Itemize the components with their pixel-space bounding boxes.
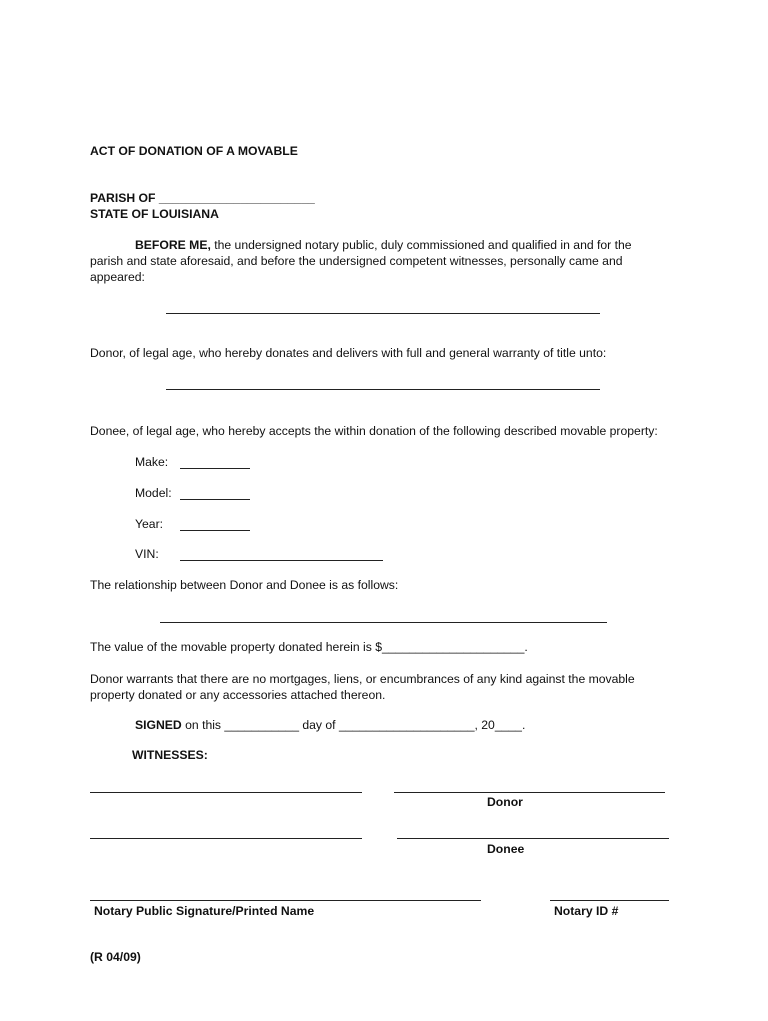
- intro-text: the undersigned notary public, duly commissioned and qualified in and for the parish and state aforesaid, and before the undersigned competent witnesses, personally came and appeared:: [90, 238, 632, 284]
- relationship-line: [160, 622, 607, 623]
- parish-line: [90, 191, 315, 206]
- donee-label: Donee: [487, 842, 525, 856]
- value-statement: The value of the movable property donated herein is $_____________________.: [90, 640, 528, 654]
- parish-blank: _______________________: [158, 191, 315, 205]
- donor-signature-line: [394, 792, 665, 793]
- relationship-statement: The relationship between Donor and Donee is as follows:: [90, 578, 399, 592]
- signed-lead: SIGNED: [135, 718, 182, 732]
- model-label: Model:: [135, 486, 172, 500]
- year-label: Year:: [135, 517, 164, 531]
- witness2-signature-line: [90, 838, 362, 839]
- intro-paragraph: [90, 237, 660, 285]
- intro-lead: BEFORE ME,: [135, 238, 211, 252]
- model-line: [180, 499, 250, 500]
- signed-text: on this ___________ day of ____________________, 20____.: [181, 718, 526, 732]
- witnesses-label: WITNESSES:: [132, 748, 208, 762]
- vin-line: [180, 560, 383, 561]
- witness1-signature-line: [90, 792, 362, 793]
- parish-label: PARISH OF: [90, 191, 156, 205]
- notary-id-line: [550, 900, 669, 901]
- donee-name-line: [166, 389, 600, 390]
- year-line: [180, 530, 250, 531]
- warranty-statement: Donor warrants that there are no mortgages, liens, or encumbrances of any kind against the movable property donated or any accessories attached thereon.: [90, 672, 635, 702]
- donor-name-line: [166, 313, 600, 314]
- donee-statement: Donee, of legal age, who hereby accepts the within donation of the following described movable property:: [90, 424, 658, 438]
- donee-signature-line: [397, 838, 669, 839]
- donor-label: Donor: [487, 795, 523, 809]
- document-title: ACT OF DONATION OF A MOVABLE: [90, 144, 298, 158]
- signed-line: [135, 718, 525, 733]
- donor-statement: Donor, of legal age, who hereby donates and delivers with full and general warranty of title unto:: [90, 346, 607, 360]
- make-line: [180, 468, 250, 469]
- revision-code: (R 04/09): [90, 950, 141, 964]
- notary-id-label: Notary ID #: [554, 904, 619, 918]
- make-label: Make:: [135, 455, 169, 469]
- vin-label: VIN:: [135, 547, 159, 561]
- notary-signature-line: [90, 900, 481, 901]
- state-label: STATE OF LOUISIANA: [90, 207, 219, 221]
- notary-signature-label: Notary Public Signature/Printed Name: [94, 904, 315, 918]
